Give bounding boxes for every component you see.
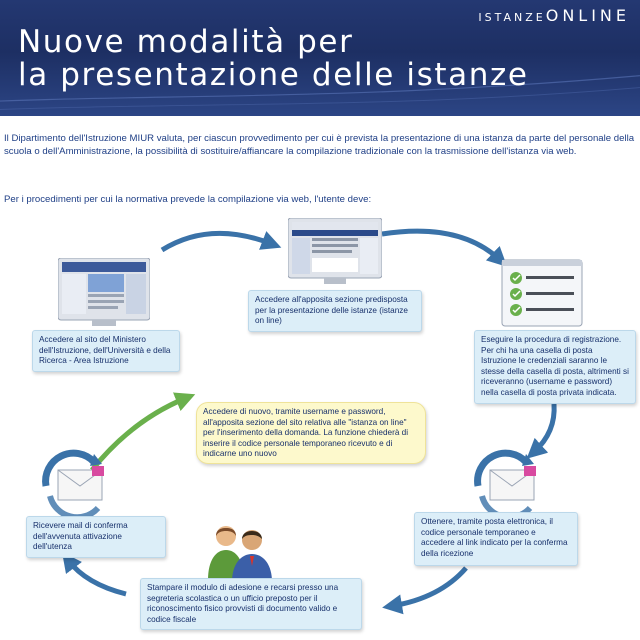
step-1-box — [32, 330, 180, 372]
step-7-text: Accedere di nuovo, tramite username e password, all'apposita sezione del sito relativa alle "istanza on line" per l'inserimento della domanda. La funzione chiederà di inserire il codice personale temporaneo ricevuto e di indicarne uno nuovo — [203, 407, 409, 459]
people-icon — [204, 522, 276, 582]
step-3-box — [474, 330, 636, 404]
title-line-1: Nuove modalità per — [18, 24, 354, 60]
arrow-step3-to-step4 — [534, 404, 554, 452]
brand-part1: ISTANZE — [478, 11, 546, 24]
step-6-box — [26, 516, 166, 558]
mail-receive-icon — [36, 446, 112, 516]
registration-checklist-icon — [500, 258, 586, 328]
step-2-text: Accedere all'apposita sezione predisposta per la presentazione delle istanze (istanze on line) — [255, 295, 408, 326]
step-5-box — [140, 578, 362, 630]
lead-paragraph: Per i procedimenti per cui la normativa prevede la compilazione via web, l'utente deve: — [4, 194, 372, 205]
step-4-box — [414, 512, 578, 566]
arrow-step2-to-step3 — [382, 231, 500, 260]
brand-part2: ON — [545, 6, 579, 25]
mail-send-icon — [468, 446, 544, 516]
arrow-step1-to-step2 — [162, 233, 272, 250]
step-4-text: Ottenere, tramite posta elettronica, il codice personale temporaneo e accedere al link indicato per la conferma della ricezione — [421, 517, 568, 558]
brand-part3: LINE — [578, 6, 630, 25]
step-5-text: Stampare il modulo di adesione e recarsi presso una segreteria scolastica o un ufficio preposto per il riconoscimento fisico provvisti di documento valido e codice fiscale — [147, 583, 339, 624]
step-3-text: Eseguire la procedura di registrazione. Per chi ha una casella di posta Istruzione le credenziali saranno le stesse della casella di posta, altrimenti si riceveranno (username e password) nella casella di posta privata indicata. — [481, 335, 629, 397]
ministry-site-screenshot-icon — [58, 258, 150, 330]
arrow-step5-to-step6 — [68, 560, 126, 594]
step-6-text: Ricevere mail di conferma dell'avvenuta attivazione dell'utenza — [33, 521, 128, 552]
step-7-box — [196, 402, 426, 464]
arrow-step4-to-step5 — [392, 568, 466, 606]
istanze-online-screenshot-icon — [288, 218, 382, 288]
step-1-text: Accedere al sito del Ministero dell'Istruzione, dell'Università e della Ricerca - Area Istruzione — [39, 335, 171, 366]
intro-paragraph: Il Dipartimento dell'Istruzione MIUR valuta, per ciascun provvedimento per cui è prevista la presentazione di una istanza da parte del personale della scuola o dell'Amministrazione, la possibilità di sostituire/affiancare la compilazione tradizionale con la trasmissione dell'istanza via web. — [4, 133, 635, 158]
title-line-2: la presentazione delle istanze — [18, 57, 529, 93]
step-2-box — [248, 290, 422, 332]
